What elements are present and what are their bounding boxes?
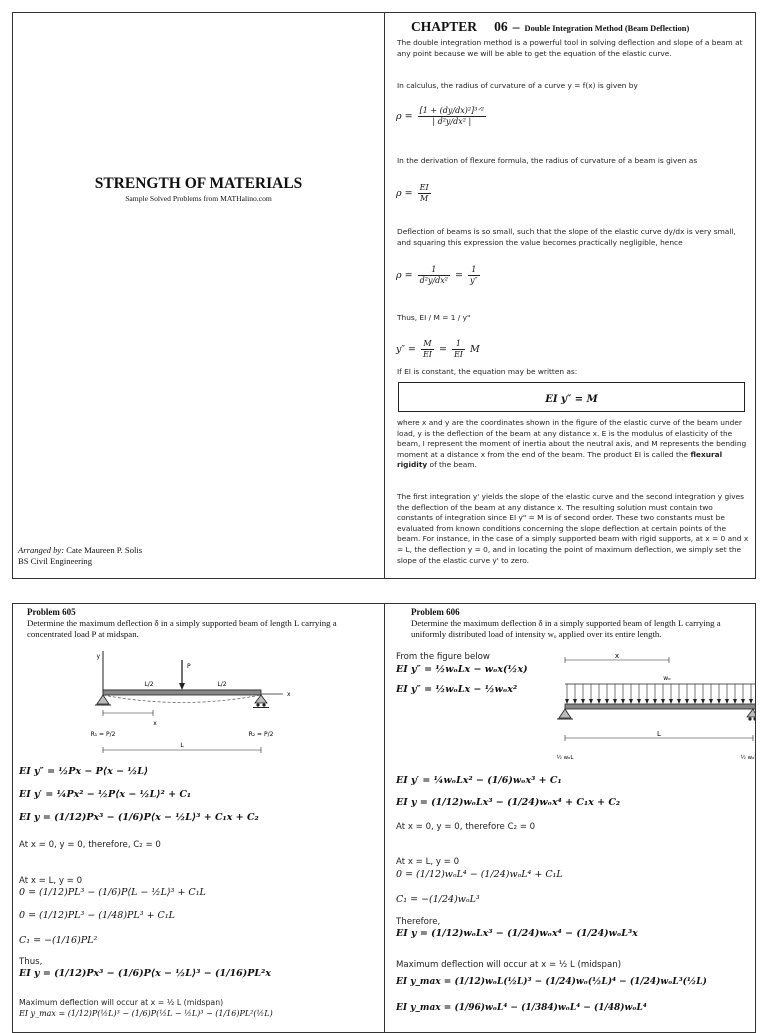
- p606-eq1: EI y″ = ½wₒLx − wₒx(½x): [396, 664, 528, 675]
- load-arrow-icon: [661, 699, 665, 704]
- roller-wheel-left: [256, 703, 259, 706]
- y2-denominator-2: EI: [453, 350, 463, 359]
- load-arrow-icon: [749, 699, 753, 704]
- definitions-paragraph: [397, 418, 749, 471]
- rho3-equals: =: [455, 270, 463, 281]
- y2-tail: M: [470, 344, 480, 355]
- thus-line: Thus, EI / M = 1 / y": [397, 313, 471, 322]
- fig606-r2-label: ½ wₒL: [740, 755, 757, 761]
- author-line: [18, 545, 142, 555]
- document-title: STRENGTH OF MATERIALS: [94, 175, 303, 192]
- chapter-label: CHAPTER: [411, 19, 478, 34]
- rho3-lhs: ρ =: [396, 270, 413, 281]
- load-arrow-icon: [597, 699, 601, 704]
- beam-icon: [565, 704, 756, 709]
- problem-606-heading: Problem 606: [411, 607, 460, 617]
- p605-max: Maximum deflection will occur at x = ½ L (midspan): [19, 998, 224, 1007]
- y2-fraction-1: [421, 339, 434, 360]
- rho-curvature-equation: [396, 106, 488, 127]
- p605-eq2: EI y′ = ¼Px² − ½P⟨x − ½L⟩² + C₁: [19, 789, 192, 800]
- rho2-numerator: EI: [419, 183, 429, 192]
- page-1-divider: [384, 13, 385, 578]
- rho1-fraction: [418, 106, 486, 127]
- p606-eq6: C₁ = −(1/24)wₒL³: [396, 894, 480, 905]
- load-arrow-icon: [733, 699, 737, 704]
- load-arrow-icon: [701, 699, 705, 704]
- definitions-end: of the beam.: [429, 460, 477, 470]
- course-line: BS Civil Engineering: [18, 556, 92, 566]
- author-name: Cate Maureen P. Solis: [66, 545, 143, 555]
- page-2: [12, 603, 756, 1033]
- rho3-fraction-2: [468, 265, 480, 286]
- p605-eq1: EI y″ = ½Px − P⟨x − ½L⟩: [19, 766, 149, 777]
- load-arrow-icon: [605, 699, 609, 704]
- chapter-number: 06: [494, 19, 508, 34]
- p606-eq3: EI y′ = ¼wₒLx² − (1/6)wₒx³ + C₁: [396, 775, 562, 786]
- rho3-denominator-2: y″: [470, 276, 478, 285]
- y2-lhs: y″ =: [396, 344, 416, 355]
- flexure-paragraph: In the derivation of flexure formula, the radius of curvature of a beam is given as: [397, 156, 698, 165]
- pin-support-icon: [97, 695, 109, 704]
- p605-bc2: At x = L, y = 0: [19, 876, 83, 886]
- chapter-dash: –: [512, 19, 520, 34]
- load-arrow-icon: [629, 699, 633, 704]
- p605-eq6: C₁ = −(1/16)PL²: [19, 935, 98, 946]
- problem-605-figure: [13, 648, 384, 756]
- y2-numerator-2: 1: [452, 339, 465, 350]
- p605-eq8: EI y_max = (1/12)P(½L)³ − (1/6)P(½L − ½L)³ − (1/16)PL²(½L): [19, 1009, 273, 1018]
- rho3-fraction-1: [418, 265, 450, 286]
- load-arrow-icon: [581, 699, 585, 704]
- p605-eq4: 0 = (1/12)PL³ − (1/6)P⟨L − ½L⟩³ + C₁L: [19, 887, 206, 898]
- load-arrow-icon: [725, 699, 729, 704]
- arranged-label: Arranged by:: [18, 545, 65, 555]
- load-arrow-icon: [621, 699, 625, 704]
- p606-from-figure: From the figure below: [396, 652, 490, 662]
- load-arrow-icon: [637, 699, 641, 704]
- definitions-text: where x and y are the coordinates shown in the figure of the elastic curve of the beam under load, y is the deflection of the beam at any distance x. E is the modulus of elasticity of the beam, I represent the moment of inertia about the neutral axis, and M represents the bending moment at a distance x from the end of the beam. The product EI is called the: [397, 418, 747, 459]
- p606-bc1: At x = 0, y = 0, therefore C₂ = 0: [396, 822, 536, 832]
- load-arrow-icon: [565, 699, 569, 704]
- fig605-half-2: L/2: [217, 681, 227, 688]
- p606-therefore: Therefore,: [396, 917, 441, 927]
- rho1-numerator: [1 + (dy/dx)²]³ᐟ²: [419, 106, 484, 115]
- p606-eq9: EI y_max = (1/96)wₒL⁴ − (1/384)wₒL⁴ − (1/48)wₒL⁴: [396, 1003, 647, 1013]
- distributed-load-arrows: [565, 684, 753, 704]
- p606-eq4: EI y = (1/12)wₒLx³ − (1/24)wₒx⁴ + C₁x + C₂: [396, 797, 621, 808]
- fig605-p-label: P: [187, 663, 191, 670]
- problem-605-statement: Determine the maximum deflection δ in a simply supported beam of length L carrying a concentrated load P at midspan.: [27, 618, 337, 639]
- load-arrow-icon: [685, 699, 689, 704]
- boxed-equation: [398, 382, 745, 412]
- roller-support-icon: [255, 695, 267, 703]
- integration-paragraph: The first integration y' yields the slope of the elastic curve and the second integration y gives the deflection of the beam at any distance x. The resulting solution must contain two constants of integration since EI y" = M is of second order. These two constants must be evaluated from known conditions concerning the slope deflection at certain points of the beam. For instance, in the case of a simply supported beam with rigid supports, at x = 0 and x = L, the deflection y = 0, and in locating the point of maximum deflection, we simply set the slope of the elastic curve y' to zero.: [397, 492, 749, 565]
- load-arrow-icon: [677, 699, 681, 704]
- fig605-x-axis-label: x: [287, 691, 291, 698]
- document-subtitle: Sample Solved Problems from MATHalino.com: [125, 194, 272, 203]
- rho1-lhs: ρ =: [396, 111, 413, 122]
- fig605-r2-label: R₂ = P/2: [248, 731, 274, 738]
- page-1: [12, 12, 756, 579]
- p605-bc1: At x = 0, y = 0, therefore, C₂ = 0: [19, 840, 161, 850]
- y2-numerator-1: M: [421, 339, 434, 350]
- problem-605-heading: Problem 605: [27, 607, 76, 617]
- roller-wheel-right: [753, 717, 756, 720]
- p606-max: Maximum deflection will occur at x = ½ L (midspan): [396, 960, 622, 970]
- flexural-rigidity-term: flexural rigidity: [397, 449, 723, 470]
- load-arrow-icon: [613, 699, 617, 704]
- p606-bc2: At x = L, y = 0: [396, 857, 460, 867]
- y2-equals: =: [438, 344, 447, 355]
- p605-thus: Thus,: [19, 957, 43, 967]
- load-arrow-icon: [709, 699, 713, 704]
- rho3-denominator-1: d²y/dx²: [419, 276, 448, 285]
- fig606-wo-label: wₒ: [663, 675, 671, 682]
- curvature-paragraph: In calculus, the radius of curvature of a curve y = f(x) is given by: [397, 81, 638, 90]
- rho1-denominator: | d²y/dx² |: [432, 117, 472, 126]
- roller-wheel-right: [262, 703, 265, 706]
- load-arrow-icon: [589, 699, 593, 704]
- fig606-x-label: x: [614, 652, 620, 660]
- load-arrow-icon: [741, 699, 745, 704]
- rho2-lhs: ρ =: [396, 188, 413, 199]
- load-arrow-icon: [573, 699, 577, 704]
- beam-icon: [103, 690, 261, 695]
- fig605-r1-label: R₁ = P/2: [90, 731, 116, 738]
- fig605-half-1: L/2: [144, 681, 154, 688]
- p606-eq7: EI y = (1/12)wₒLx³ − (1/24)wₒx⁴ − (1/24)wₒL³x: [396, 928, 638, 939]
- roller-wheel-left: [748, 717, 751, 720]
- boxed-equation-text: EI y″ = M: [545, 394, 598, 405]
- fig605-l-label: L: [180, 742, 184, 749]
- load-arrow-icon: [645, 699, 649, 704]
- p606-eq2: EI y″ = ½wₒLx − ½wₒx²: [396, 684, 518, 695]
- page-2-divider: [384, 604, 385, 1032]
- problem-606-statement: Determine the maximum deflection δ in a simply supported beam of length L carrying a uniformly distributed load of intensity wₒ applied over its entire length.: [411, 618, 721, 639]
- pin-support-icon: [559, 709, 571, 718]
- load-arrow-icon: [653, 699, 657, 704]
- fig605-x-dimension: x: [153, 720, 157, 727]
- y2-denominator-1: EI: [422, 350, 432, 359]
- rho3-numerator-1: 1: [418, 265, 450, 276]
- p606-eq8: EI y_max = (1/12)wₒL(½L)³ − (1/24)wₒ(½L)⁴ − (1/24)wₒL³(½L): [396, 977, 707, 987]
- rho2-denominator: M: [420, 194, 429, 203]
- y2-fraction-2: [452, 339, 465, 360]
- load-arrow-icon: [693, 699, 697, 704]
- p605-eq5: 0 = (1/12)PL³ − (1/48)PL³ + C₁L: [19, 910, 175, 921]
- rho-flexure-equation: [396, 183, 433, 204]
- elastic-curve: [103, 695, 261, 703]
- p606-eq5: 0 = (1/12)wₒL⁴ − (1/24)wₒL⁴ + C₁L: [396, 869, 563, 880]
- chapter-heading: [411, 16, 689, 35]
- ei-constant-line: If EI is constant, the equation may be written as:: [397, 367, 578, 376]
- fig606-l-label: L: [657, 730, 661, 738]
- load-arrow-icon: [669, 699, 673, 704]
- load-arrow-icon: [717, 699, 721, 704]
- rho-approx-equation: [396, 265, 482, 286]
- chapter-title: Double Integration Method (Beam Deflection): [524, 24, 690, 33]
- rho3-numerator-2: 1: [468, 265, 480, 276]
- fig606-r1-label: ½ wₒL: [556, 755, 574, 761]
- roller-support-icon: [747, 709, 756, 717]
- intro-paragraph: The double integration method is a powerful tool in solving deflection and slope of a beam at any point because we will be able to get the equation of the elastic curve.: [397, 38, 743, 58]
- p605-eq7: EI y = (1/12)Px³ − (1/6)P⟨x − ½L⟩³ − (1/16)PL²x: [19, 968, 271, 979]
- load-arrow-icon: [179, 683, 185, 690]
- y-double-prime-equation: [396, 339, 480, 360]
- small-deflection-paragraph: Deflection of beams is so small, such that the slope of the elastic curve dy/dx is very small, and squaring this expression the value becomes practically negligible, hence: [397, 227, 736, 247]
- fig605-y-label: y: [96, 653, 100, 660]
- rho2-fraction: [418, 183, 431, 204]
- p605-eq3: EI y = (1/12)Px³ − (1/6)P⟨x − ½L⟩³ + C₁x + C₂: [19, 812, 259, 823]
- problem-606-figure: [549, 652, 756, 764]
